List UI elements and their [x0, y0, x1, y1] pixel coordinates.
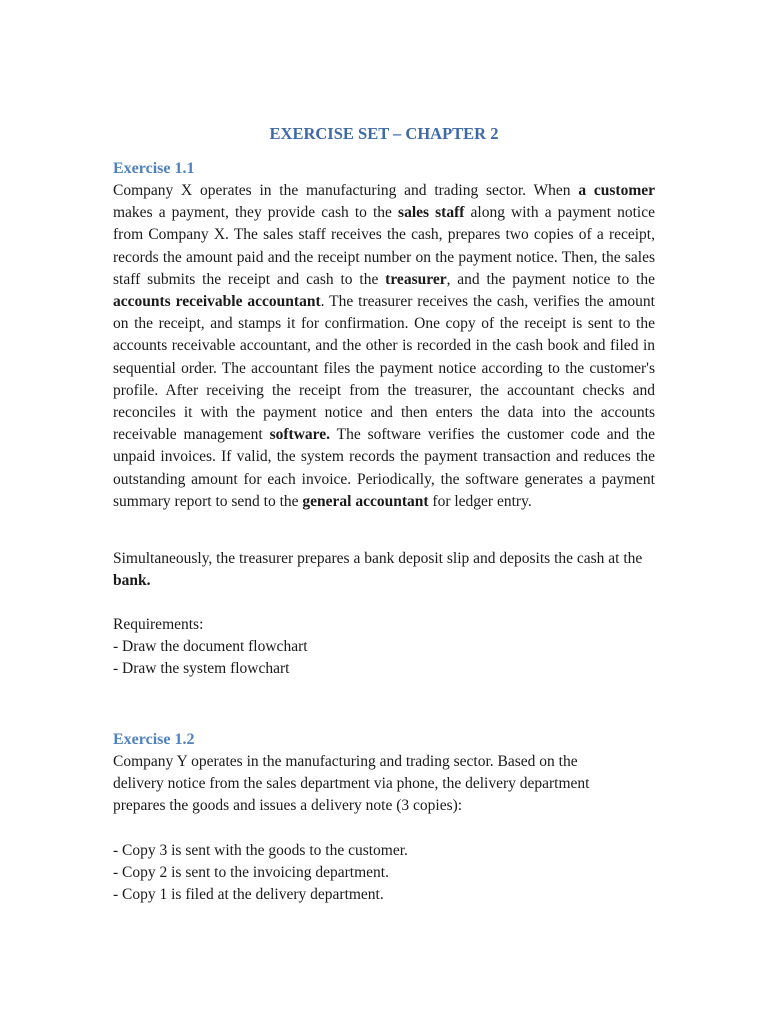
exercise-1-2-intro [113, 751, 655, 818]
requirement-item: - Draw the system flowchart [113, 660, 290, 678]
copy-item: - Copy 1 is filed at the delivery department. [113, 886, 384, 904]
exercise-1-2-heading: Exercise 1.2 [113, 731, 195, 748]
exercise-1-1-paragraph-1 [113, 180, 655, 513]
exercise-1-1-heading: Exercise 1.1 [113, 160, 195, 177]
requirements-block [113, 614, 655, 681]
document-title: EXERCISE SET – CHAPTER 2 [269, 124, 499, 143]
requirement-item: - Draw the document flowchart [113, 638, 308, 656]
text-segment: . The treasurer receives the cash, verifies the amount on the receipt, and stamps it for confirmation. One copy of the receipt is sent to the accounts receivable accountant, and the other is recorded in the cash book and filed in sequential order. The accountant files the payment notice according to the customer's profile. After receiving the receipt from the treasurer, the accountant checks and reconciles it with the payment notice and then enters the data into the accounts receivable management [113, 293, 655, 444]
text-segment: makes a payment, they provide cash to the [113, 204, 399, 222]
text-segment: along with a payment notice from Company X. The sales staff receives the cash, prepares two copies of a receipt, records the amount paid and the receipt number on the payment notice. Then, the sales staff submits the receipt and cash to the [113, 204, 656, 288]
copy-item: - Copy 3 is sent with the goods to the customer. [113, 842, 408, 859]
text-segment: , and the payment notice to the [446, 270, 655, 288]
bold-term-general-accountant: general accountant [302, 492, 429, 510]
text-segment: for ledger entry. [428, 492, 532, 510]
intro-line: Company Y operates in the manufacturing and trading sector. Based on the [113, 753, 578, 770]
copies-list [113, 840, 655, 907]
text-segment: The software verifies the customer code and the unpaid invoices. If valid, the system records the payment transaction and reduces the outstanding amount for each invoice. Periodically, the software generates a payment summary report to send to the [113, 426, 655, 510]
text-segment: Simultaneously, the treasurer prepares a bank deposit slip and deposits the cash at the [113, 550, 643, 567]
bold-term-bank: bank. [113, 572, 151, 590]
bold-term-software: software. [269, 426, 331, 444]
text-segment: Company X operates in the manufacturing and trading sector. When [113, 182, 579, 199]
intro-line: delivery notice from the sales department via phone, the delivery department [113, 775, 590, 793]
bold-term-sales-staff: sales staff [398, 204, 465, 222]
intro-line: prepares the goods and issues a delivery note (3 copies): [113, 797, 463, 815]
bold-term-treasurer: treasurer [385, 270, 447, 288]
bold-term-ar-accountant: accounts receivable accountant [113, 293, 321, 311]
exercise-1-1-paragraph-2 [113, 548, 655, 592]
bold-term-customer: a customer [578, 182, 655, 199]
copy-item: - Copy 2 is sent to the invoicing department. [113, 864, 389, 882]
requirements-label: Requirements: [113, 616, 204, 633]
